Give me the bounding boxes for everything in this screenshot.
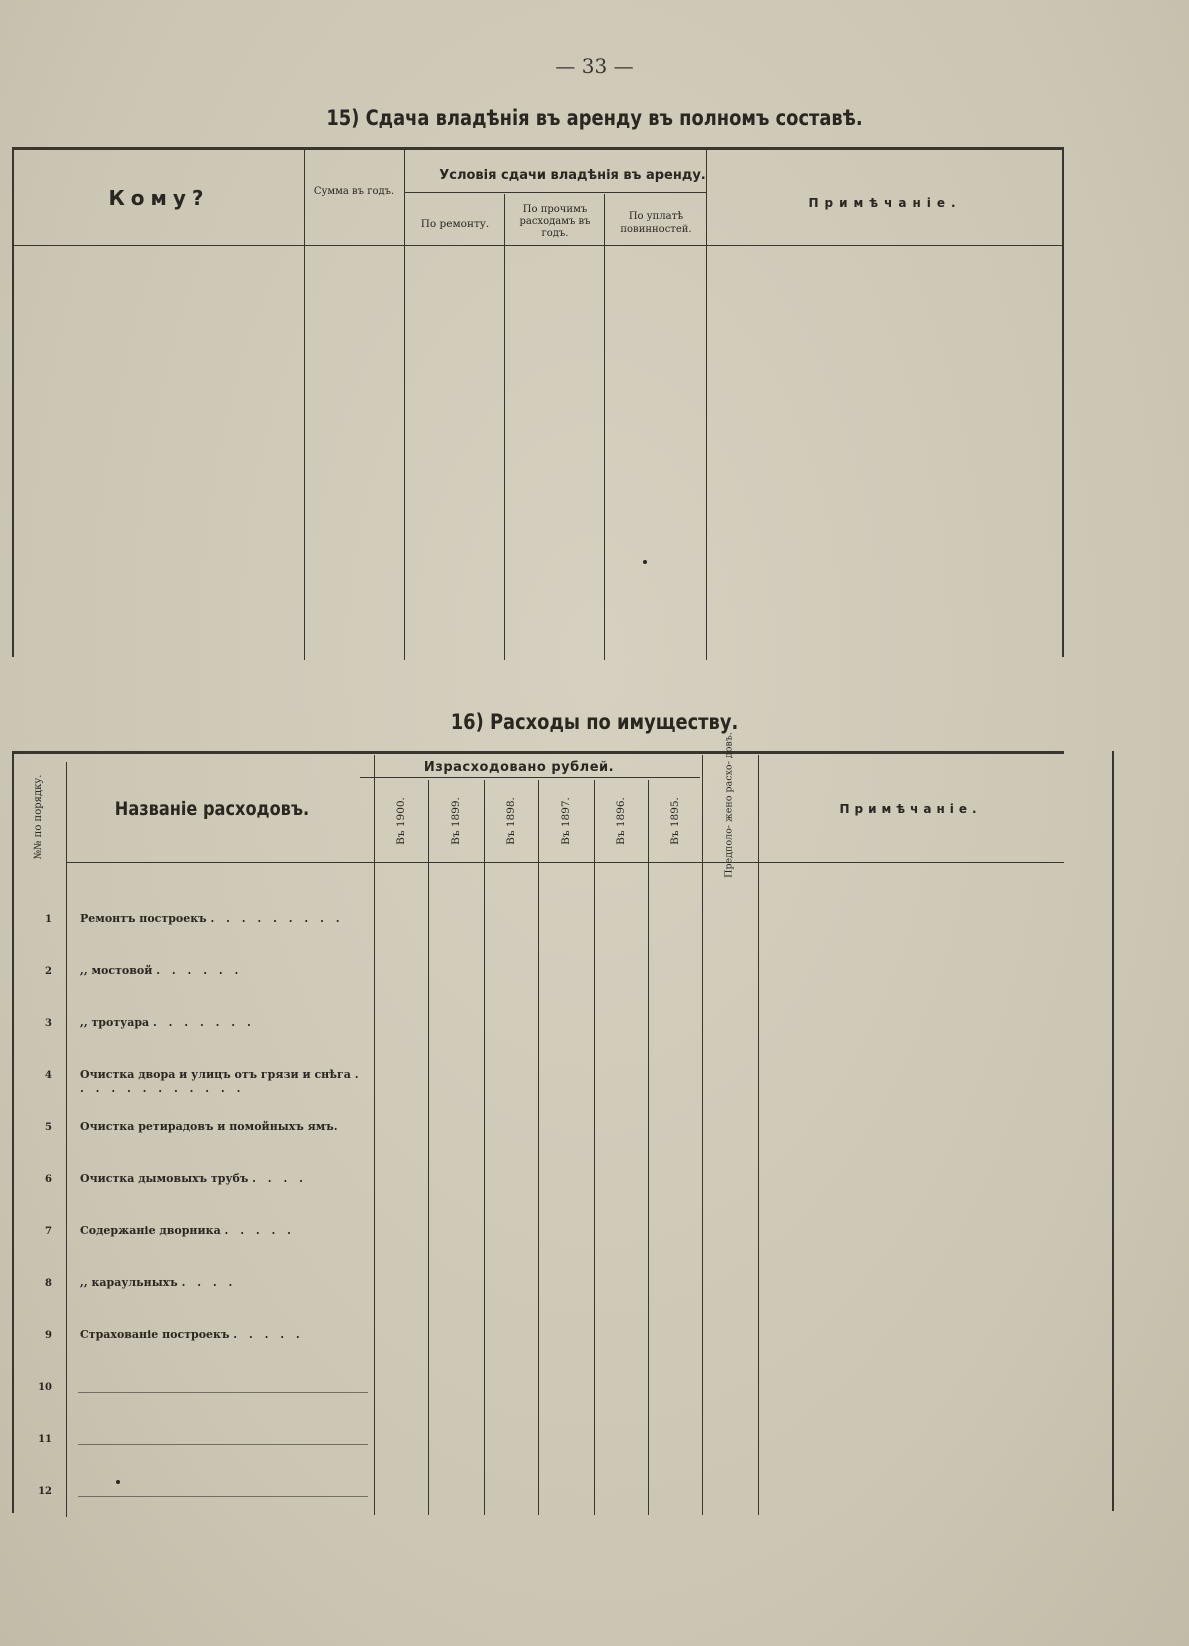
- table16-col-divider: [758, 755, 759, 1515]
- table16-row-number: 2: [45, 966, 52, 977]
- row-leader-dots: . . . .: [252, 1172, 307, 1185]
- year-label: Въ 1900.: [395, 797, 407, 845]
- table15-header-kom: Кому?: [108, 186, 210, 210]
- row-label-text: Содержаніе дворника: [80, 1224, 221, 1237]
- row-label-text: ,, мостовой: [80, 964, 153, 977]
- table15-header-bottom-rule: [12, 245, 1064, 246]
- table16-col-divider: [648, 780, 649, 1515]
- table15-left-border: [12, 147, 14, 657]
- table16-row-number: 7: [45, 1226, 52, 1237]
- table15-title: 15) Сдача владѣнія въ аренду въ полномъ составѣ.: [326, 106, 863, 130]
- table16-row-label: [80, 912, 372, 926]
- page-number: — 33 —: [555, 54, 634, 78]
- blank-row-line: [78, 1496, 368, 1497]
- year-label: Въ 1895.: [669, 797, 681, 845]
- table16-right-border: [1112, 751, 1114, 1511]
- row-label-text: Ремонтъ построекъ: [80, 912, 207, 925]
- table16-header-number: [12, 762, 66, 872]
- table16-title: 16) Расходы по имуществу.: [450, 710, 739, 734]
- table15-header-repair: По ремонту.: [420, 218, 490, 230]
- table15-header-other: По прочимъ расходамъ въ годъ.: [519, 204, 591, 239]
- table16-header-number-text: №№ по порядку.: [33, 774, 44, 860]
- table16-row-label: [80, 964, 372, 978]
- table16-col-divider: [538, 780, 539, 1515]
- row-leader-dots: . . . .: [181, 1276, 237, 1289]
- table15-header-note: Примѣчаніе.: [808, 196, 962, 210]
- table16-row-number: 6: [45, 1174, 52, 1185]
- table16-header-year: [428, 780, 484, 862]
- row-leader-dots: . . . . . . . . . . . .: [80, 1068, 363, 1095]
- table15-col-divider: [304, 150, 305, 660]
- year-label: Въ 1898.: [505, 797, 517, 845]
- table16-row-label: [80, 1224, 372, 1238]
- row-leader-dots: . . . . . . .: [152, 1016, 255, 1029]
- table16-header-year: [648, 780, 702, 862]
- table16-col-divider: [594, 780, 595, 1515]
- year-label: Въ 1897.: [560, 797, 572, 845]
- table16-row-number: 12: [38, 1486, 52, 1497]
- table16-header-note: Примѣчаніе.: [839, 802, 982, 816]
- row-leader-dots: . . . . . .: [156, 964, 243, 977]
- table15-col-divider: [604, 194, 605, 660]
- table15-col-divider: [504, 194, 505, 660]
- row-leader-dots: . . . . .: [224, 1224, 296, 1237]
- ink-speck: [116, 1480, 120, 1484]
- table15-right-border: [1062, 147, 1064, 657]
- table16-row-number: 8: [45, 1278, 52, 1289]
- table15-subheader-rule: [405, 192, 707, 193]
- table15-header-sum: Сумма въ годъ.: [313, 186, 395, 197]
- table16-col-divider: [66, 762, 67, 1517]
- table16-header-year: [594, 780, 648, 862]
- table16-header-name: Названіе расходовъ.: [114, 798, 310, 820]
- row-leader-dots: . . . . . . . . .: [210, 912, 344, 925]
- table16-row-number: 11: [38, 1434, 52, 1445]
- table16-row-label: [80, 1016, 372, 1030]
- table16-header-year: [374, 780, 428, 862]
- table15-header-duties: По уплатѣ повинностей.: [620, 211, 692, 235]
- table16-row-number: 10: [38, 1382, 52, 1393]
- blank-row-line: [78, 1392, 368, 1393]
- table16-subheader-rule: [360, 777, 700, 778]
- table16-row-number: 1: [45, 914, 52, 925]
- table16-header-bottom-rule: [66, 862, 1064, 863]
- row-label-text: Страхованіе построекъ: [80, 1328, 230, 1341]
- table15-header-conditions: Условія сдачи владѣнія въ аренду.: [439, 168, 706, 183]
- row-label-text: Очистка дымовыхъ трубъ: [80, 1172, 249, 1185]
- table16-row-number: 4: [45, 1070, 52, 1081]
- year-label: Въ 1896.: [615, 797, 627, 845]
- table16-row-label: [80, 1328, 372, 1342]
- year-label: Въ 1899.: [450, 797, 462, 845]
- table16-col-divider: [428, 780, 429, 1515]
- table16-header-year: [538, 780, 594, 862]
- planned-label: Предполо- жено расхо- довъ.: [723, 732, 735, 878]
- ink-speck: [643, 560, 647, 564]
- table16-row-number: 9: [45, 1330, 52, 1341]
- table16-header-year: [484, 780, 538, 862]
- table16-row-label: [80, 1068, 372, 1096]
- row-label-text: Очистка ретирадовъ и помойныхъ ямъ.: [80, 1120, 338, 1133]
- row-label-text: Очистка двора и улицъ отъ грязи и снѣга: [80, 1068, 351, 1081]
- table16-row-label: [80, 1172, 372, 1186]
- table16-row-label: [80, 1276, 372, 1290]
- blank-row-line: [78, 1444, 368, 1445]
- table16-col-divider: [484, 780, 485, 1515]
- table15-top-rule: [12, 147, 1064, 150]
- table16-row-label: [80, 1120, 372, 1134]
- table16-col-divider: [702, 755, 703, 1515]
- row-label-text: ,, тротуара: [80, 1016, 150, 1029]
- table16-top-rule: [12, 751, 1064, 754]
- row-leader-dots: . . . . .: [233, 1328, 304, 1341]
- table16-header-spent: Израсходовано рублей.: [423, 760, 615, 775]
- row-label-text: ,, караульныхъ: [80, 1276, 178, 1289]
- table16-header-planned: [700, 732, 758, 878]
- table16-row-number: 3: [45, 1018, 52, 1029]
- table16-row-number: 5: [45, 1122, 52, 1133]
- table16-col-divider: [374, 755, 375, 1515]
